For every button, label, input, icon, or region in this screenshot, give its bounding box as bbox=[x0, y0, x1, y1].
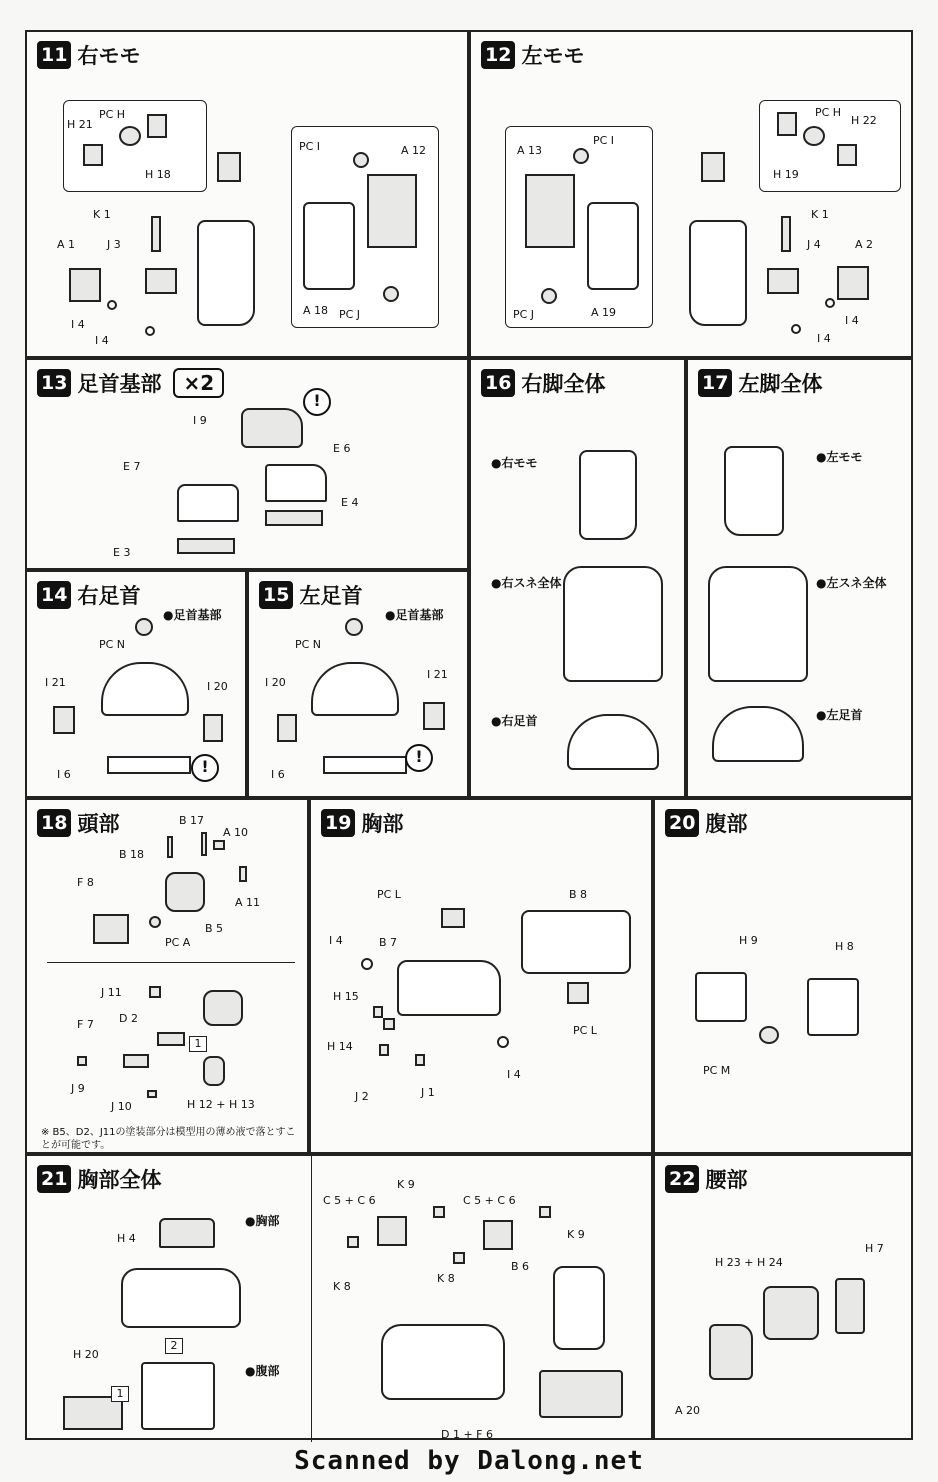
step-19-header bbox=[321, 808, 403, 838]
part-pc-j bbox=[383, 286, 399, 302]
step-title: 右脚全体 bbox=[521, 372, 606, 396]
part-thigh-body bbox=[197, 220, 255, 326]
part-j2 bbox=[379, 1044, 389, 1056]
step-title: 胸部全体 bbox=[77, 1168, 162, 1192]
step-number: 21 bbox=[37, 1165, 71, 1193]
label-shin: ●左スネ全体 bbox=[816, 576, 887, 590]
step-13-header bbox=[37, 368, 224, 398]
step-22-panel bbox=[653, 1154, 913, 1440]
part-k1 bbox=[781, 216, 791, 252]
label-b6: B 6 bbox=[511, 1260, 530, 1273]
label-h14: H 14 bbox=[327, 1040, 353, 1053]
label-b5: B 5 bbox=[205, 922, 224, 935]
panel-divider bbox=[311, 1156, 312, 1442]
label-h12-h13: H 12 + H 13 bbox=[187, 1098, 255, 1111]
part-h7 bbox=[835, 1278, 865, 1334]
label-ankle: ●右足首 bbox=[491, 714, 538, 728]
label-i21: I 21 bbox=[427, 668, 448, 681]
label-h23-h24: H 23 + H 24 bbox=[715, 1256, 783, 1269]
label-ankle: ●左足首 bbox=[816, 708, 863, 722]
label-e4: E 4 bbox=[341, 496, 359, 509]
part-j1 bbox=[415, 1054, 425, 1066]
part-pc-l-bottom bbox=[567, 982, 589, 1004]
label-j11: J 11 bbox=[101, 986, 122, 999]
label-b18: B 18 bbox=[119, 848, 145, 861]
part-b6 bbox=[553, 1266, 605, 1350]
label-i6: I 6 bbox=[57, 768, 71, 781]
part-a18 bbox=[303, 202, 355, 290]
part-b8 bbox=[521, 910, 631, 974]
label-ankle-base: ●足首基部 bbox=[163, 608, 222, 622]
label-thigh: ●左モモ bbox=[816, 450, 863, 464]
part-b17 bbox=[201, 832, 207, 856]
step-21-panel bbox=[25, 1154, 653, 1440]
part-f7 bbox=[123, 1054, 149, 1068]
caution-icon: ! bbox=[191, 754, 219, 782]
part-j10 bbox=[147, 1090, 157, 1098]
part-head-center bbox=[165, 872, 205, 912]
label-h20: H 20 bbox=[73, 1348, 99, 1361]
label-j4: J 4 bbox=[807, 238, 821, 251]
part-i4b bbox=[791, 324, 801, 334]
part-h22 bbox=[837, 144, 857, 166]
part-a11 bbox=[239, 866, 247, 882]
label-i4a: I 4 bbox=[845, 314, 859, 327]
label-h22: H 22 bbox=[851, 114, 877, 127]
label-f7: F 7 bbox=[77, 1018, 94, 1031]
part-e3 bbox=[177, 538, 235, 554]
part-b18 bbox=[167, 836, 173, 858]
step-title: 腹部 bbox=[705, 812, 748, 836]
part-a1 bbox=[69, 268, 101, 302]
part-i9 bbox=[241, 408, 303, 448]
part-k1 bbox=[151, 216, 161, 252]
label-h9: H 9 bbox=[739, 934, 758, 947]
label-b17: B 17 bbox=[179, 814, 205, 827]
label-k9-right: K 9 bbox=[567, 1228, 585, 1241]
step-marker-2: 2 bbox=[165, 1338, 183, 1354]
part-c5-c6-left bbox=[377, 1216, 407, 1246]
quantity-multiplier: ×2 bbox=[173, 368, 224, 398]
label-chest: ●胸部 bbox=[245, 1214, 280, 1228]
part-f8 bbox=[93, 914, 129, 944]
label-e6: E 6 bbox=[333, 442, 351, 455]
part-e6 bbox=[265, 464, 327, 502]
caution-icon: ! bbox=[303, 388, 331, 416]
part-pc-i bbox=[573, 148, 589, 164]
label-pc-n: PC N bbox=[295, 638, 322, 651]
step-title: 左モモ bbox=[521, 44, 585, 68]
label-a12: A 12 bbox=[401, 144, 427, 157]
step-number: 19 bbox=[321, 809, 355, 837]
step-18-header bbox=[37, 808, 119, 838]
step-marker-1: 1 bbox=[111, 1386, 129, 1402]
divider bbox=[47, 962, 295, 963]
step-number: 16 bbox=[481, 369, 515, 397]
label-i20: I 20 bbox=[265, 676, 286, 689]
step-title: 頭部 bbox=[77, 812, 120, 836]
label-a11: A 11 bbox=[235, 896, 261, 909]
label-pc-l-bottom: PC L bbox=[573, 1024, 597, 1037]
label-c56-left: C 5 + C 6 bbox=[323, 1194, 376, 1207]
step-number: 22 bbox=[665, 1165, 699, 1193]
step-14-panel bbox=[25, 570, 247, 798]
label-j3: J 3 bbox=[107, 238, 121, 251]
step-22-header bbox=[665, 1164, 747, 1194]
step-number: 20 bbox=[665, 809, 699, 837]
label-pc-j: PC J bbox=[339, 308, 361, 321]
part-pc-h bbox=[119, 126, 141, 146]
part-left-shin bbox=[708, 566, 808, 682]
label-d2: D 2 bbox=[119, 1012, 138, 1025]
part-a2 bbox=[837, 266, 869, 300]
part-i6 bbox=[323, 756, 407, 774]
part-i6 bbox=[107, 756, 191, 774]
label-pc-l-top: PC L bbox=[377, 888, 401, 901]
part-pc-j bbox=[541, 288, 557, 304]
part-k8-right bbox=[453, 1252, 465, 1264]
label-pc-j: PC J bbox=[513, 308, 535, 321]
step-20-panel bbox=[653, 798, 913, 1154]
label-k9-left: K 9 bbox=[397, 1178, 415, 1191]
step-15-panel bbox=[247, 570, 469, 798]
label-a13: A 13 bbox=[517, 144, 543, 157]
part-k8-left bbox=[347, 1236, 359, 1248]
step-12-header bbox=[481, 40, 584, 70]
label-h4: H 4 bbox=[117, 1232, 136, 1245]
label-pc-m: PC M bbox=[703, 1064, 731, 1077]
label-b8: B 8 bbox=[569, 888, 588, 901]
part-pc-a bbox=[149, 916, 161, 928]
part-hip-joint bbox=[217, 152, 241, 182]
part-i4a bbox=[107, 300, 117, 310]
label-pc-i: PC I bbox=[299, 140, 321, 153]
part-j4 bbox=[767, 268, 799, 294]
label-h15: H 15 bbox=[333, 990, 359, 1003]
label-c56-right: C 5 + C 6 bbox=[463, 1194, 516, 1207]
step-title: 腰部 bbox=[705, 1168, 748, 1192]
part-j11 bbox=[149, 986, 161, 998]
label-j2: J 2 bbox=[355, 1090, 369, 1103]
label-k8-right: K 8 bbox=[437, 1272, 455, 1285]
step-title: 左脚全体 bbox=[738, 372, 823, 396]
label-i20: I 20 bbox=[207, 680, 228, 693]
step-14-header bbox=[37, 580, 140, 610]
part-pc-l-top bbox=[441, 908, 465, 928]
step-number: 12 bbox=[481, 41, 515, 69]
part-ankle-base bbox=[101, 662, 189, 716]
part-d1-f6 bbox=[539, 1370, 623, 1418]
label-ankle-base: ●足首基部 bbox=[385, 608, 444, 622]
label-pc-i: PC I bbox=[593, 134, 615, 147]
step-number: 18 bbox=[37, 809, 71, 837]
part-chest bbox=[121, 1268, 241, 1328]
part-i21 bbox=[53, 706, 75, 734]
label-d1-f6: D 1 + F 6 bbox=[441, 1428, 493, 1441]
part-h8 bbox=[807, 978, 859, 1036]
label-j9: J 9 bbox=[71, 1082, 85, 1095]
part-pc-n bbox=[345, 618, 363, 636]
part-a13 bbox=[525, 174, 575, 248]
label-i4a: I 4 bbox=[71, 318, 85, 331]
label-pc-h: PC H bbox=[99, 108, 126, 121]
label-a10: A 10 bbox=[223, 826, 249, 839]
step-16-header bbox=[481, 368, 605, 398]
part-pc-m bbox=[759, 1026, 779, 1044]
part-thigh-body bbox=[689, 220, 747, 326]
label-e7: E 7 bbox=[123, 460, 141, 473]
step-number: 15 bbox=[259, 581, 293, 609]
label-f8: F 8 bbox=[77, 876, 94, 889]
part-a20 bbox=[709, 1324, 753, 1380]
label-k1: K 1 bbox=[93, 208, 111, 221]
part-e4 bbox=[265, 510, 323, 526]
part-i20 bbox=[203, 714, 223, 742]
part-k9-right bbox=[539, 1206, 551, 1218]
part-i4b bbox=[145, 326, 155, 336]
label-b7: B 7 bbox=[379, 936, 398, 949]
label-j1: J 1 bbox=[421, 1086, 435, 1099]
label-pc-h: PC H bbox=[815, 106, 842, 119]
part-i4a bbox=[361, 958, 373, 970]
part-pc-n bbox=[135, 618, 153, 636]
part-h21 bbox=[83, 144, 103, 166]
part-i4b bbox=[497, 1036, 509, 1048]
part-h12-h13 bbox=[203, 1056, 225, 1086]
part-right-ankle bbox=[567, 714, 659, 770]
label-a19: A 19 bbox=[591, 306, 617, 319]
part-pc-i bbox=[353, 152, 369, 168]
part-i4a bbox=[825, 298, 835, 308]
label-h21: H 21 bbox=[67, 118, 93, 131]
part-k9-left bbox=[433, 1206, 445, 1218]
label-h7: H 7 bbox=[865, 1242, 884, 1255]
part-b7 bbox=[397, 960, 501, 1016]
label-k8-left: K 8 bbox=[333, 1280, 351, 1293]
part-h14 bbox=[383, 1018, 395, 1030]
step-17-panel bbox=[686, 358, 913, 798]
step-title: 右足首 bbox=[77, 584, 141, 608]
part-i21 bbox=[423, 702, 445, 730]
part-a19 bbox=[587, 202, 639, 290]
part-h19 bbox=[777, 112, 797, 136]
part-pc-h bbox=[803, 126, 825, 146]
part-a10 bbox=[213, 840, 225, 850]
part-j3 bbox=[145, 268, 177, 294]
part-head-assembled bbox=[203, 990, 243, 1026]
part-d2 bbox=[157, 1032, 185, 1046]
label-abdomen: ●腹部 bbox=[245, 1364, 280, 1378]
step-12-panel bbox=[469, 30, 913, 358]
step-number: 17 bbox=[698, 369, 732, 397]
part-left-thigh bbox=[724, 446, 784, 536]
step-15-header bbox=[259, 580, 362, 610]
part-h4 bbox=[159, 1218, 215, 1248]
label-i4b: I 4 bbox=[95, 334, 109, 347]
step-marker-1: 1 bbox=[189, 1036, 207, 1052]
step-13-panel bbox=[25, 358, 469, 570]
scan-credit: Scanned by Dalong.net bbox=[294, 1446, 644, 1476]
paint-removal-note: ※ B5、D2、J11の塗装部分は模型用の薄め液で落とすことが可能です。 bbox=[41, 1127, 296, 1151]
step-11-panel bbox=[25, 30, 469, 358]
caution-icon: ! bbox=[405, 744, 433, 772]
step-17-header bbox=[698, 368, 822, 398]
part-h9 bbox=[695, 972, 747, 1022]
label-e3: E 3 bbox=[113, 546, 131, 559]
step-title: 左足首 bbox=[299, 584, 363, 608]
step-16-panel bbox=[469, 358, 686, 798]
step-title: 胸部 bbox=[361, 812, 404, 836]
part-chest-assembly bbox=[381, 1324, 505, 1400]
step-18-panel bbox=[25, 798, 309, 1154]
label-h19: H 19 bbox=[773, 168, 799, 181]
part-left-ankle bbox=[712, 706, 804, 762]
label-i4a: I 4 bbox=[329, 934, 343, 947]
part-right-thigh bbox=[579, 450, 637, 540]
label-pc-a: PC A bbox=[165, 936, 191, 949]
label-h8: H 8 bbox=[835, 940, 854, 953]
label-pc-n: PC N bbox=[99, 638, 126, 651]
step-number: 13 bbox=[37, 369, 71, 397]
part-hip-joint bbox=[701, 152, 725, 182]
label-k1: K 1 bbox=[811, 208, 829, 221]
label-j10: J 10 bbox=[111, 1100, 132, 1113]
part-c5-c6-right bbox=[483, 1220, 513, 1250]
step-title: 右モモ bbox=[77, 44, 141, 68]
label-i6: I 6 bbox=[271, 768, 285, 781]
label-i4b: I 4 bbox=[507, 1068, 521, 1081]
label-a1: A 1 bbox=[57, 238, 76, 251]
part-j9 bbox=[77, 1056, 87, 1066]
step-11-header bbox=[37, 40, 140, 70]
label-i4b: I 4 bbox=[817, 332, 831, 345]
label-i21: I 21 bbox=[45, 676, 66, 689]
step-20-header bbox=[665, 808, 747, 838]
step-number: 14 bbox=[37, 581, 71, 609]
label-i9: I 9 bbox=[193, 414, 207, 427]
label-a2: A 2 bbox=[855, 238, 874, 251]
label-a20: A 20 bbox=[675, 1404, 701, 1417]
label-shin: ●右スネ全体 bbox=[491, 576, 562, 590]
label-h18: H 18 bbox=[145, 168, 171, 181]
part-right-shin bbox=[563, 566, 663, 682]
part-h15 bbox=[373, 1006, 383, 1018]
label-a18: A 18 bbox=[303, 304, 329, 317]
part-i20 bbox=[277, 714, 297, 742]
part-a12 bbox=[367, 174, 417, 248]
part-e7 bbox=[177, 484, 239, 522]
step-number: 11 bbox=[37, 41, 71, 69]
part-h18 bbox=[147, 114, 167, 138]
part-abdomen bbox=[141, 1362, 215, 1430]
part-h23-h24 bbox=[763, 1286, 819, 1340]
step-19-panel bbox=[309, 798, 653, 1154]
step-title: 足首基部 bbox=[77, 372, 162, 396]
part-ankle-base bbox=[311, 662, 399, 716]
label-thigh: ●右モモ bbox=[491, 456, 538, 470]
step-21-header bbox=[37, 1164, 161, 1194]
